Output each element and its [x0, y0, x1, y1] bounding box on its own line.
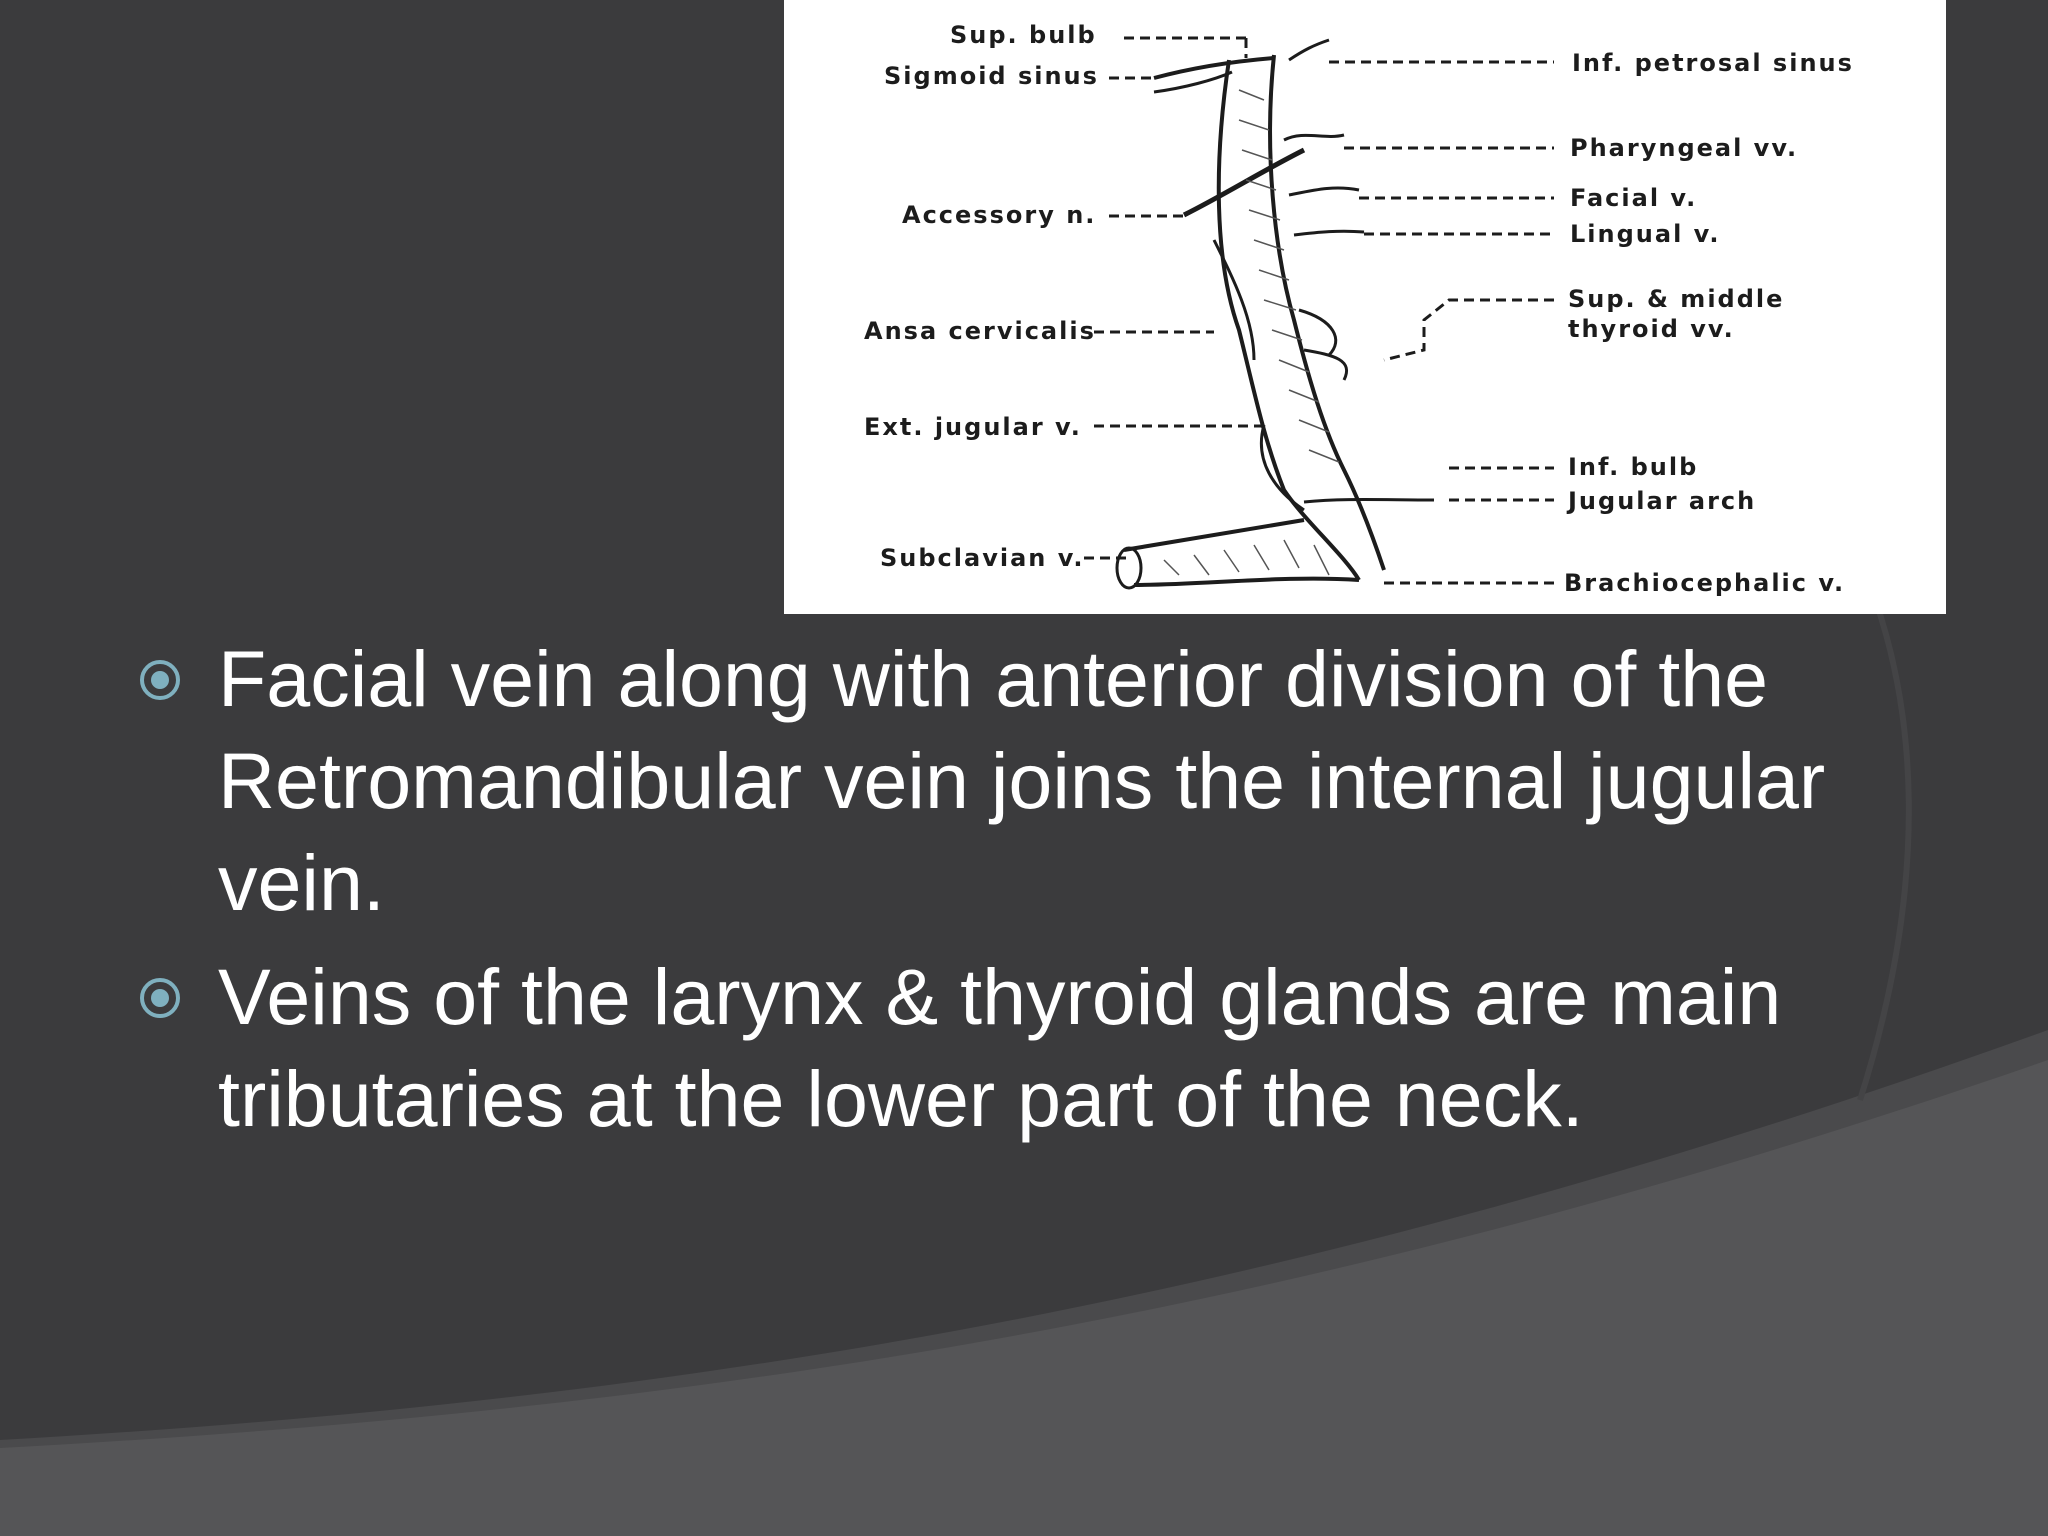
label-brachiocephalic: Brachiocephalic v. — [1564, 569, 1846, 597]
subclavian-end — [1117, 548, 1141, 588]
subclavian-upper — [1124, 520, 1304, 550]
bullet-text: Veins of the larynx & thyroid glands are main tributaries at the lower part of the neck. — [218, 952, 1782, 1143]
label-lingual: Lingual v. — [1570, 220, 1721, 248]
label-thyroid-vv: thyroid vv. — [1568, 315, 1735, 343]
bullet-item — [130, 946, 1830, 1150]
thyroid-branch-1 — [1299, 310, 1336, 355]
leader-thyroid — [1384, 300, 1554, 360]
label-accessory-n: Accessory n. — [902, 201, 1097, 229]
vein-shading — [1239, 90, 1339, 462]
bullet-list — [130, 628, 1830, 1162]
target-bullet-icon — [138, 658, 182, 702]
label-ext-jugular: Ext. jugular v. — [864, 413, 1082, 441]
label-pharyngeal: Pharyngeal vv. — [1570, 134, 1799, 162]
pharyngeal-branch — [1284, 135, 1344, 140]
accessory-nerve — [1184, 150, 1304, 215]
label-facial: Facial v. — [1570, 184, 1698, 212]
label-sup-middle: Sup. & middle — [1568, 285, 1785, 313]
jugular-arch-shape — [1304, 500, 1434, 503]
inf-petrosal-branch — [1289, 40, 1329, 60]
sigmoid-sinus-shape — [1154, 58, 1274, 78]
label-inf-bulb: Inf. bulb — [1568, 453, 1699, 481]
ansa-cervicalis-shape — [1214, 240, 1254, 360]
bullet-item — [130, 628, 1830, 934]
target-bullet-icon — [138, 976, 182, 1020]
vein-diagram-figure — [784, 0, 1946, 614]
bullet-text: Facial vein along with anterior division of the Retromandibular vein joins the internal jugular vein. — [218, 634, 1826, 927]
subclavian-shading — [1164, 540, 1329, 575]
label-ansa-cervicalis: Ansa cervicalis — [864, 317, 1096, 345]
label-inf-petrosal: Inf. petrosal sinus — [1572, 49, 1854, 77]
label-sup-bulb: Sup. bulb — [950, 21, 1097, 49]
label-jugular-arch: Jugular arch — [1568, 487, 1757, 515]
label-sigmoid-sinus: Sigmoid sinus — [884, 62, 1099, 90]
label-subclavian: Subclavian v. — [880, 544, 1085, 572]
facial-branch — [1289, 188, 1359, 195]
subclavian-lower — [1134, 579, 1359, 585]
lingual-branch — [1294, 231, 1364, 235]
swoosh-arc — [1860, 560, 1909, 1100]
